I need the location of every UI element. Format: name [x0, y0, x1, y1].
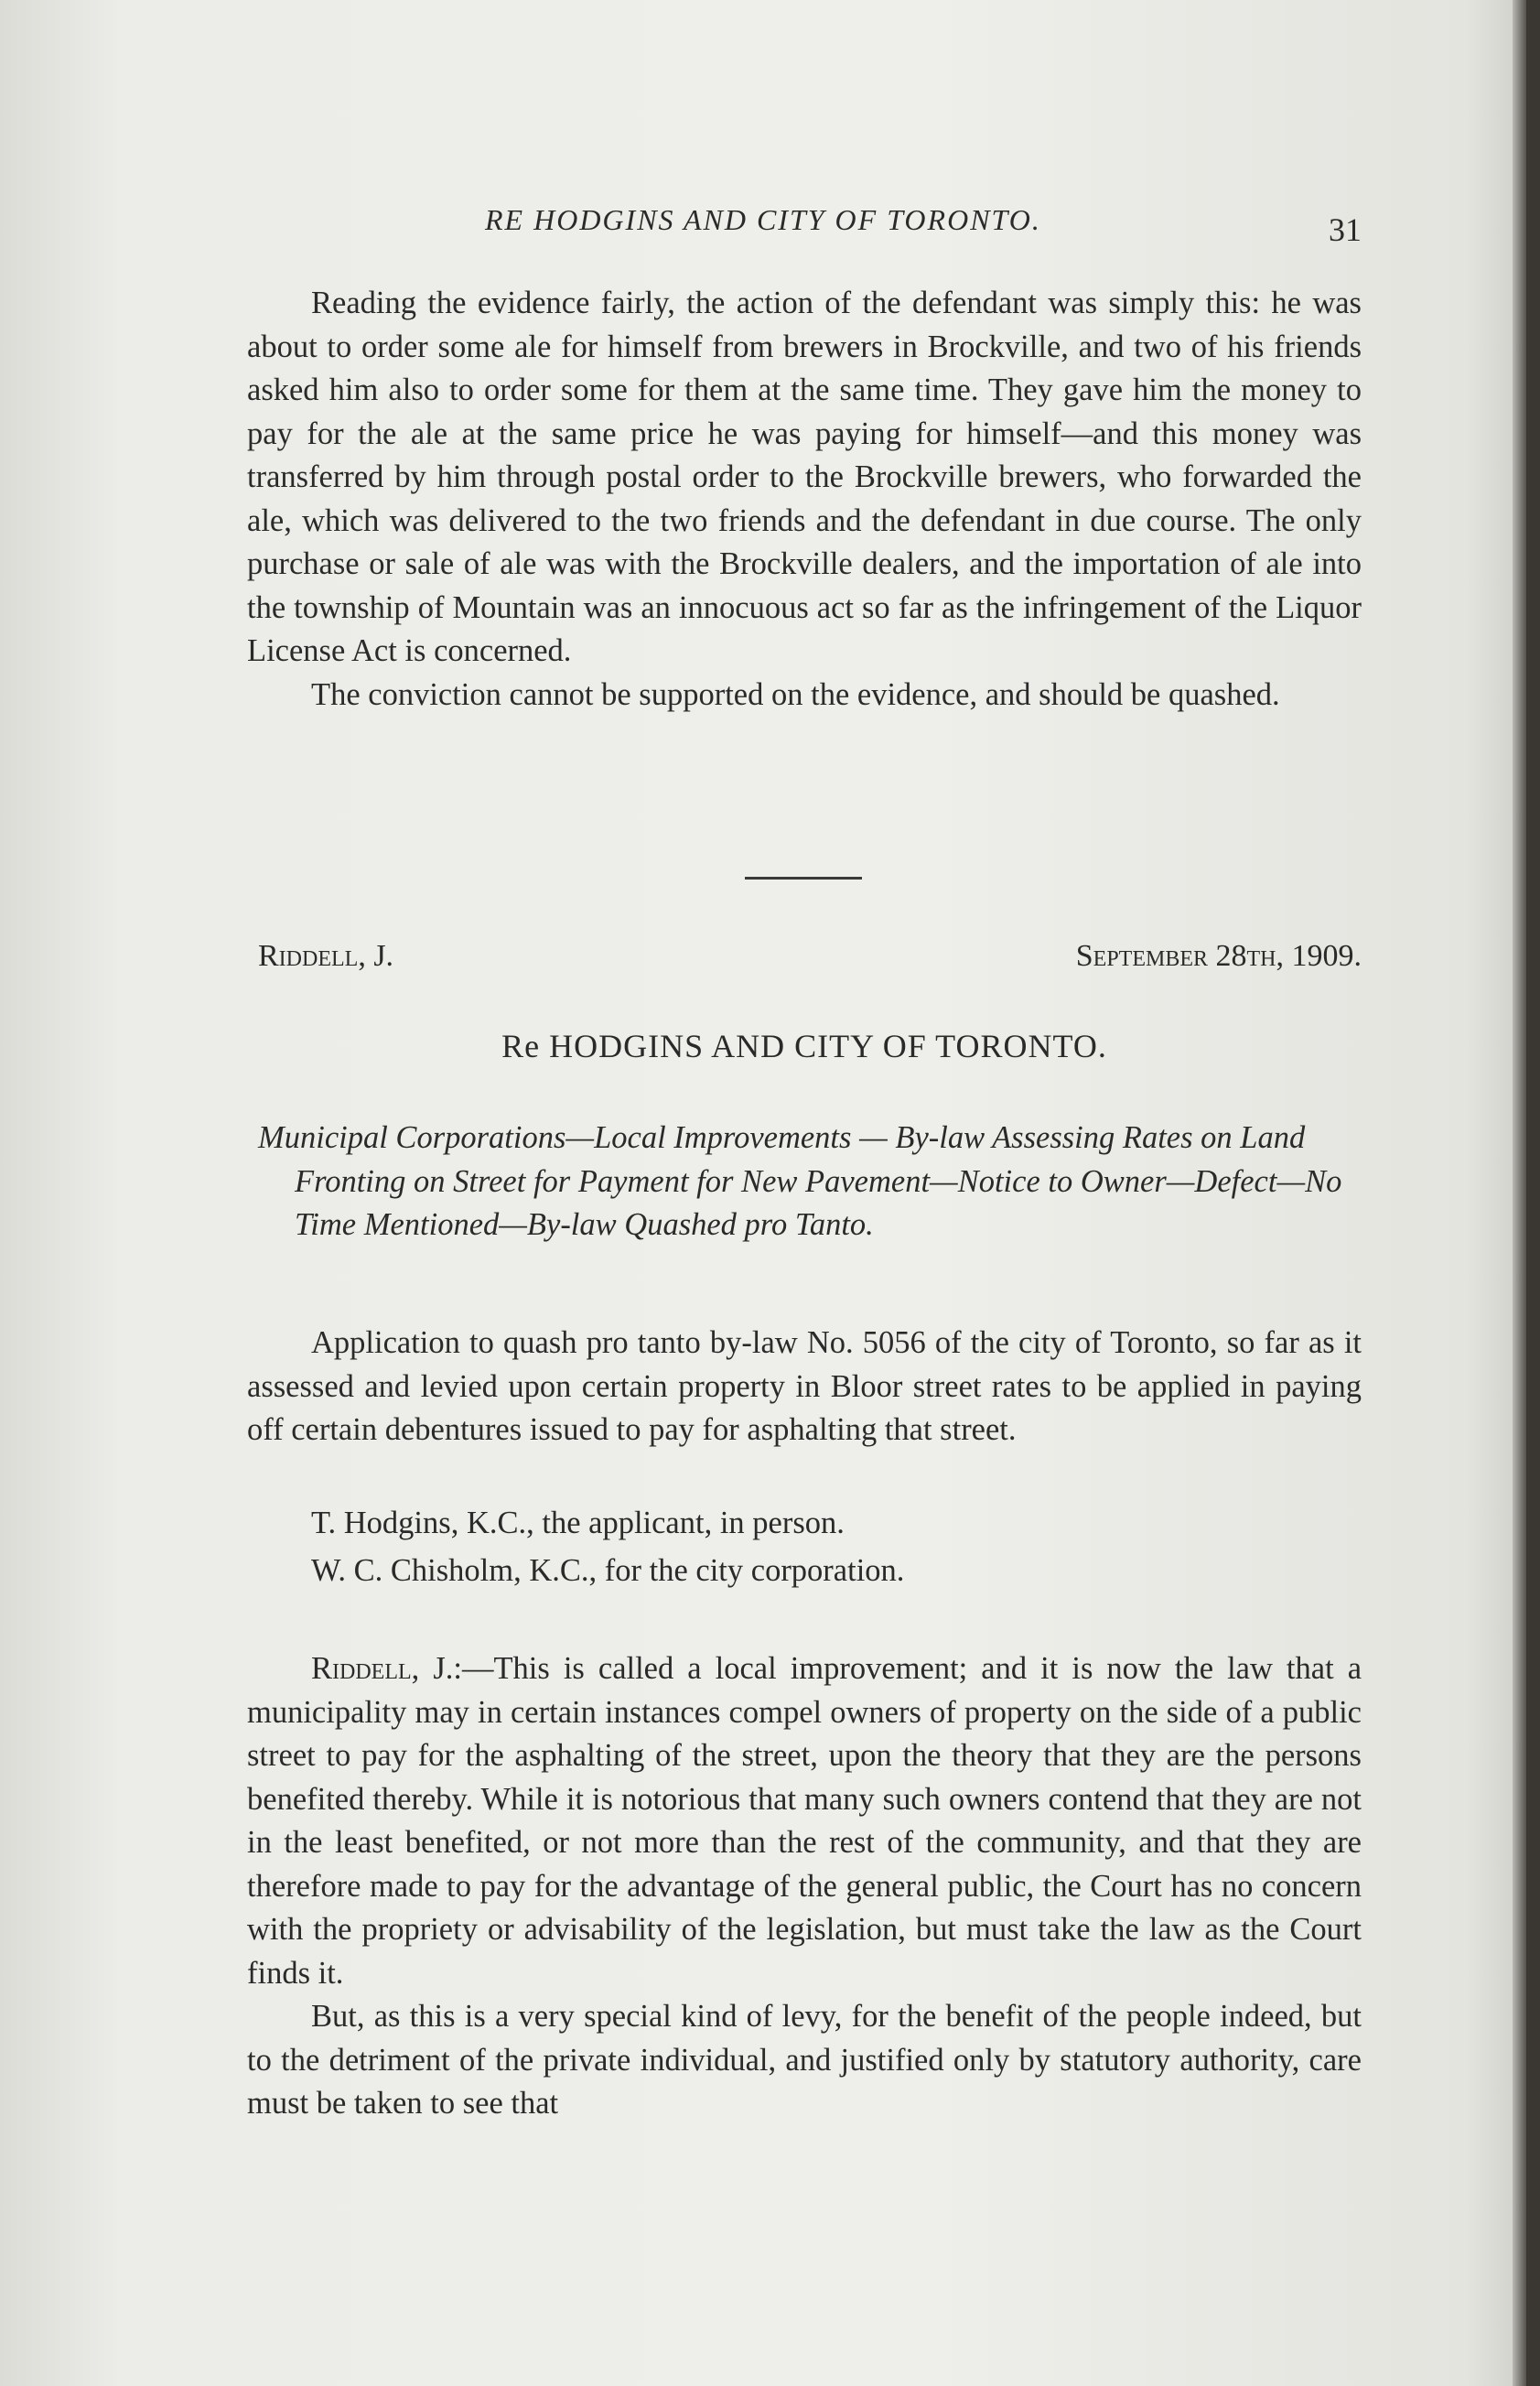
- paragraph: [247, 1647, 1362, 1995]
- judge-name: Riddell, J.: [258, 939, 394, 973]
- running-head: [247, 203, 1362, 249]
- judge-prefix: Riddell, J.: [311, 1651, 454, 1686]
- judgment: [247, 1647, 1362, 2126]
- paragraph: The conviction cannot be supported on the evidence, and should be quashed.: [311, 676, 1280, 712]
- headnote-text: Municipal Corporations—Local Improvements — By-law Assessing Rates on Land Fronting on Street for Payment for New Pavement—Notice to Owner—Defect—No Time Mentioned—By-law Quashed pro Tanto.: [258, 1120, 1342, 1242]
- counsel-list: [247, 1499, 1362, 1594]
- headnote: [258, 1117, 1362, 1247]
- paragraph: But, as this is a very special kind of levy, for the benefit of the people indeed, but to the detriment of the private individual, and justified only by statutory authority, care must be taken to see that: [247, 1999, 1362, 2121]
- paragraph: Application to quash pro tanto by-law No. 5056 of the city of Toronto, so far as it assessed and levied upon certain property in Bloor street rates to be applied in paying off certain debentures issued to pay for asphalting that street.: [247, 1325, 1362, 1447]
- previous-case-conclusion: [247, 282, 1362, 717]
- section-divider: [745, 877, 862, 880]
- page-gutter-shadow: [1513, 0, 1526, 2386]
- running-title: RE HODGINS AND CITY OF TORONTO.: [485, 203, 1041, 236]
- decision-date: September 28th, 1909.: [1075, 939, 1362, 973]
- paragraph: Reading the evidence fairly, the action of the defendant was simply this: he was about to order some ale for himself from brewers in Brockville, and two of his friends asked him also to order some for them at the same time. They gave him the money to pay for the ale at the same price he was paying for himself—and this money was transferred by him through postal order to the Brockville brewers, who forwarded the ale, which was delivered to the two friends and the defendant in due course. The only purchase or sale of ale was with the Brockville dealers, and the importation of ale into the township of Mountain was an innocuous act so far as the infringement of the Liquor License Act is concerned.: [247, 286, 1362, 668]
- application-summary: [247, 1322, 1362, 1452]
- page-number: 31: [1329, 211, 1362, 248]
- case-title: Re HODGINS AND CITY OF TORONTO.: [501, 1028, 1107, 1064]
- case-meta: [258, 939, 1362, 985]
- counsel-city: W. C. Chisholm, K.C., for the city corporation.: [311, 1553, 905, 1588]
- judgment-text: :—This is called a local improvement; and it is now the law that a municipality may in certain instances compel owners of property on the side of a public street to pay for the asphalting of the street, upon the theory that they are the persons benefited thereby. While it is notorious that many such owners contend that they are not in the least benefited, or not more than the rest of the community, and that they are therefore made to pay for the advantage of the general public, the Court has no concern with the propriety or advisability of the legislation, but must take the law as the Court finds it.: [247, 1651, 1362, 1991]
- counsel-applicant: T. Hodgins, K.C., the applicant, in person.: [311, 1506, 845, 1540]
